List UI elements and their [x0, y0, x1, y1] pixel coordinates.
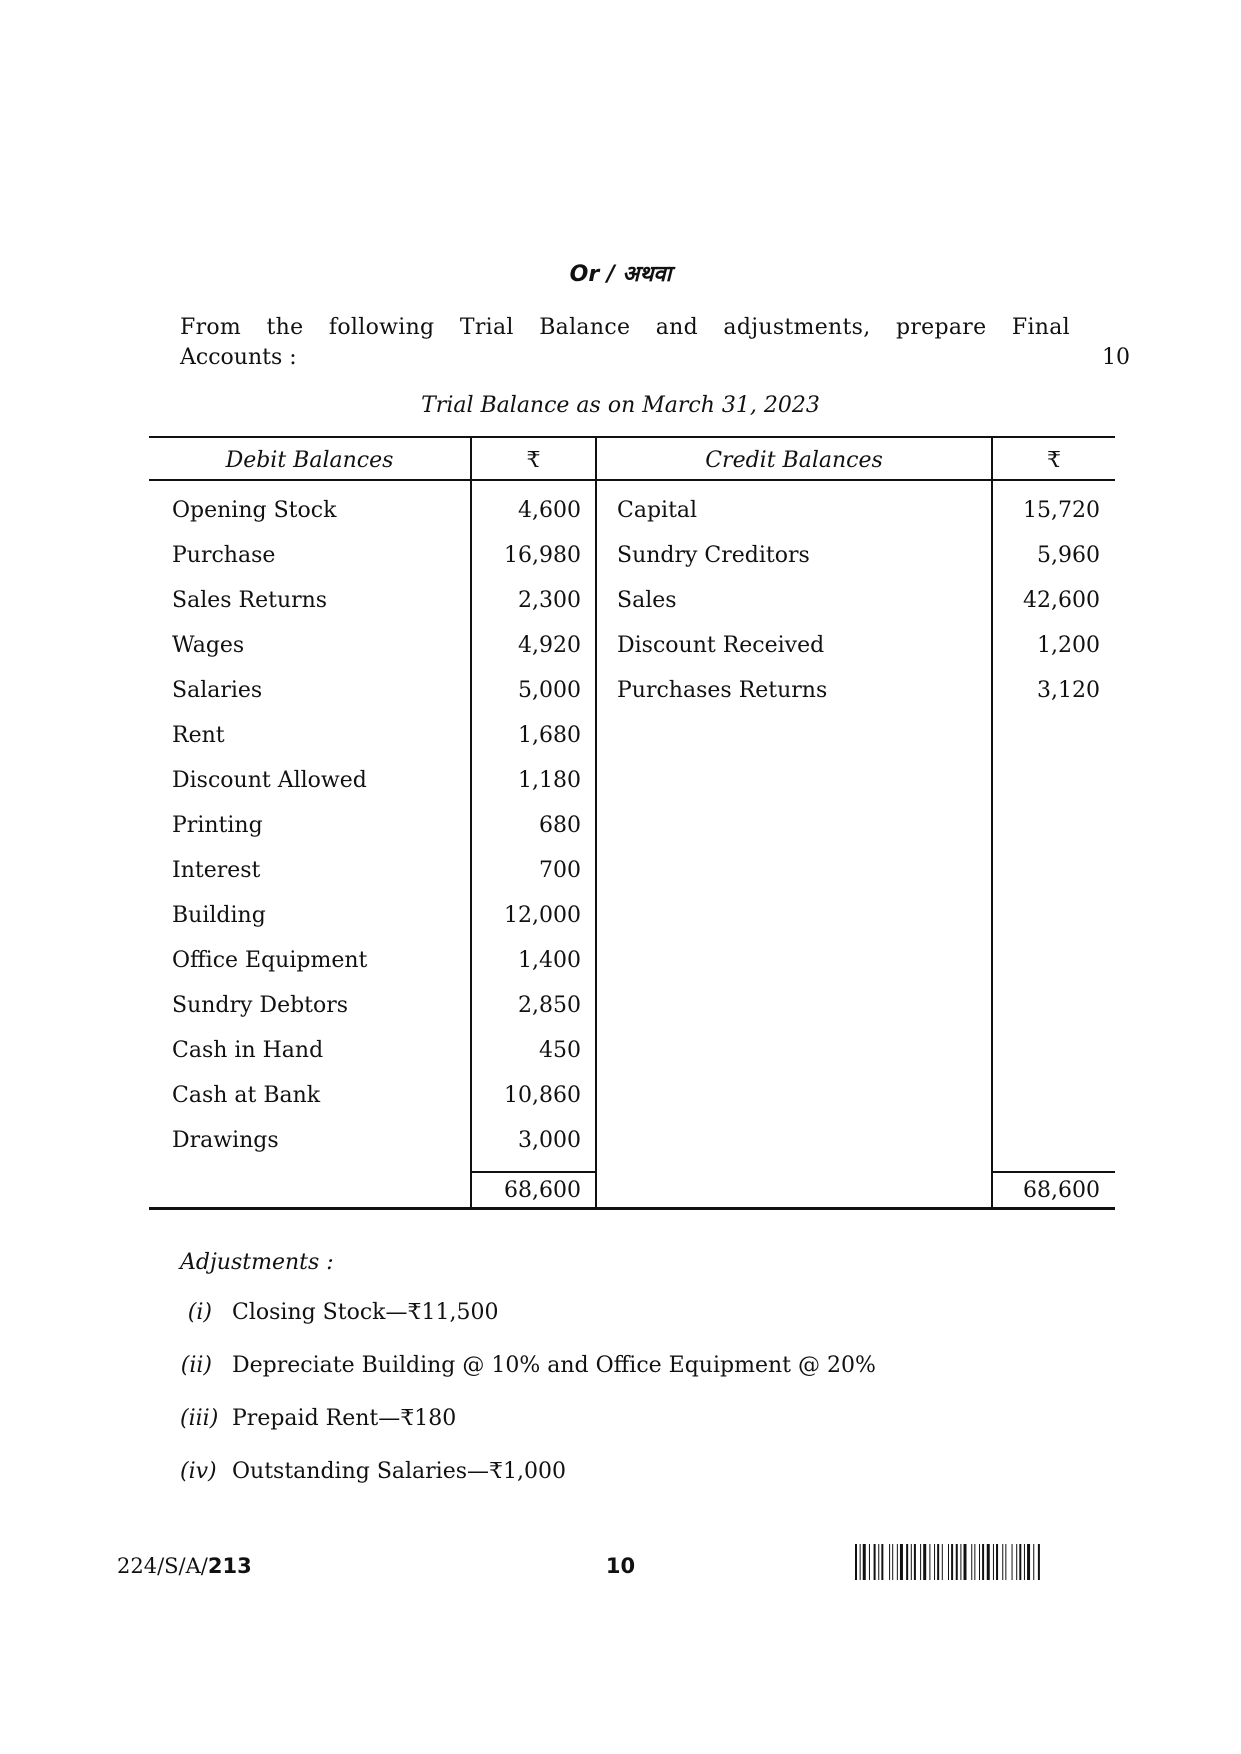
- trial-balance-caption: Trial Balance as on March 31, 2023: [421, 393, 820, 418]
- debit-amount: 680: [539, 813, 581, 838]
- adjustment-text: Prepaid Rent—₹180: [232, 1406, 457, 1431]
- debit-account-name: Office Equipment: [172, 948, 368, 973]
- header-debit-balances: Debit Balances: [225, 448, 394, 473]
- credit-account-name: Capital: [617, 498, 698, 523]
- debit-amount: 1,180: [518, 768, 581, 793]
- adjustment-number: (iv): [180, 1459, 217, 1484]
- debit-account-name: Sundry Debtors: [172, 993, 349, 1018]
- debit-account-name: Cash in Hand: [172, 1038, 324, 1063]
- question-marks: 10: [1102, 345, 1130, 370]
- credit-account-name: Purchases Returns: [617, 678, 828, 703]
- table-bottom-rule: [149, 1207, 1115, 1210]
- adjustment-item: [180, 1351, 1080, 1381]
- debit-amount: 2,300: [518, 588, 581, 613]
- credit-amount: 5,960: [1037, 543, 1100, 568]
- table-row: [149, 983, 1115, 1028]
- debit-account-name: Opening Stock: [172, 498, 337, 523]
- debit-account-name: Cash at Bank: [172, 1083, 321, 1108]
- adjustment-item: [180, 1298, 1080, 1328]
- debit-amount: 700: [539, 858, 581, 883]
- debit-account-name: Discount Allowed: [172, 768, 367, 793]
- header-credit-currency: ₹: [1047, 448, 1061, 473]
- credit-total-rule: [991, 1171, 1115, 1173]
- adjustments-title: Adjustments :: [180, 1250, 334, 1275]
- page-number: 10: [605, 1554, 636, 1578]
- table-row: [149, 533, 1115, 578]
- credit-amount: 15,720: [1023, 498, 1100, 523]
- table-row: [149, 1073, 1115, 1118]
- table-row: [149, 758, 1115, 803]
- debit-amount: 1,680: [518, 723, 581, 748]
- table-row: [149, 1118, 1115, 1163]
- table-row: [149, 713, 1115, 758]
- debit-amount: 12,000: [504, 903, 581, 928]
- table-row: [149, 578, 1115, 623]
- table-header-rule: [149, 479, 1115, 481]
- table-row: [149, 803, 1115, 848]
- table-row: [149, 893, 1115, 938]
- adjustment-text: Closing Stock—₹11,500: [232, 1300, 499, 1325]
- adjustment-item: [180, 1457, 1080, 1487]
- debit-account-name: Drawings: [172, 1128, 279, 1153]
- header-debit-currency: ₹: [526, 448, 541, 473]
- debit-amount: 2,850: [518, 993, 581, 1018]
- credit-amount: 1,200: [1037, 633, 1100, 658]
- credit-total: 68,600: [1023, 1178, 1100, 1203]
- table-row: [149, 938, 1115, 983]
- adjustment-number: (i): [187, 1300, 212, 1325]
- table-row: [149, 668, 1115, 713]
- barcode-image: [855, 1544, 1113, 1580]
- debit-account-name: Wages: [172, 633, 245, 658]
- debit-account-name: Building: [172, 903, 266, 928]
- debit-account-name: Printing: [172, 813, 263, 838]
- debit-amount: 4,920: [518, 633, 581, 658]
- paper-code-prefix: 224/S/A/: [117, 1554, 208, 1578]
- adjustment-text: Depreciate Building @ 10% and Office Equipment @ 20%: [232, 1353, 876, 1378]
- adjustment-number: (iii): [180, 1406, 219, 1431]
- debit-amount: 1,400: [518, 948, 581, 973]
- paper-code-number: 213: [207, 1554, 252, 1578]
- adjustment-item: [180, 1404, 1080, 1434]
- debit-amount: 10,860: [504, 1083, 581, 1108]
- trial-balance-table: [149, 436, 1115, 1216]
- debit-account-name: Rent: [172, 723, 225, 748]
- debit-account-name: Sales Returns: [172, 588, 328, 613]
- question-text-line2: Accounts :: [180, 345, 297, 370]
- debit-amount: 3,000: [518, 1128, 581, 1153]
- debit-amount: 16,980: [504, 543, 581, 568]
- table-row: [149, 488, 1115, 533]
- table-row: [149, 1028, 1115, 1073]
- debit-total: 68,600: [504, 1178, 581, 1203]
- debit-account-name: Purchase: [172, 543, 276, 568]
- debit-amount: 4,600: [518, 498, 581, 523]
- credit-account-name: Sundry Creditors: [617, 543, 810, 568]
- adjustment-number: (ii): [180, 1353, 212, 1378]
- header-credit-balances: Credit Balances: [705, 448, 883, 473]
- credit-account-name: Sales: [617, 588, 677, 613]
- debit-account-name: Interest: [172, 858, 261, 883]
- table-row: [149, 848, 1115, 893]
- debit-total-rule: [470, 1171, 596, 1173]
- debit-account-name: Salaries: [172, 678, 263, 703]
- question-text-line1: From the following Trial Balance and adjustments, prepare Final: [180, 315, 1070, 340]
- table-top-rule: [149, 436, 1115, 438]
- credit-amount: 42,600: [1023, 588, 1100, 613]
- table-row: [149, 623, 1115, 668]
- debit-amount: 450: [539, 1038, 581, 1063]
- credit-account-name: Discount Received: [617, 633, 825, 658]
- adjustment-text: Outstanding Salaries—₹1,000: [232, 1459, 567, 1484]
- section-heading: Or / अथवा: [569, 262, 672, 287]
- debit-amount: 5,000: [518, 678, 581, 703]
- credit-amount: 3,120: [1037, 678, 1100, 703]
